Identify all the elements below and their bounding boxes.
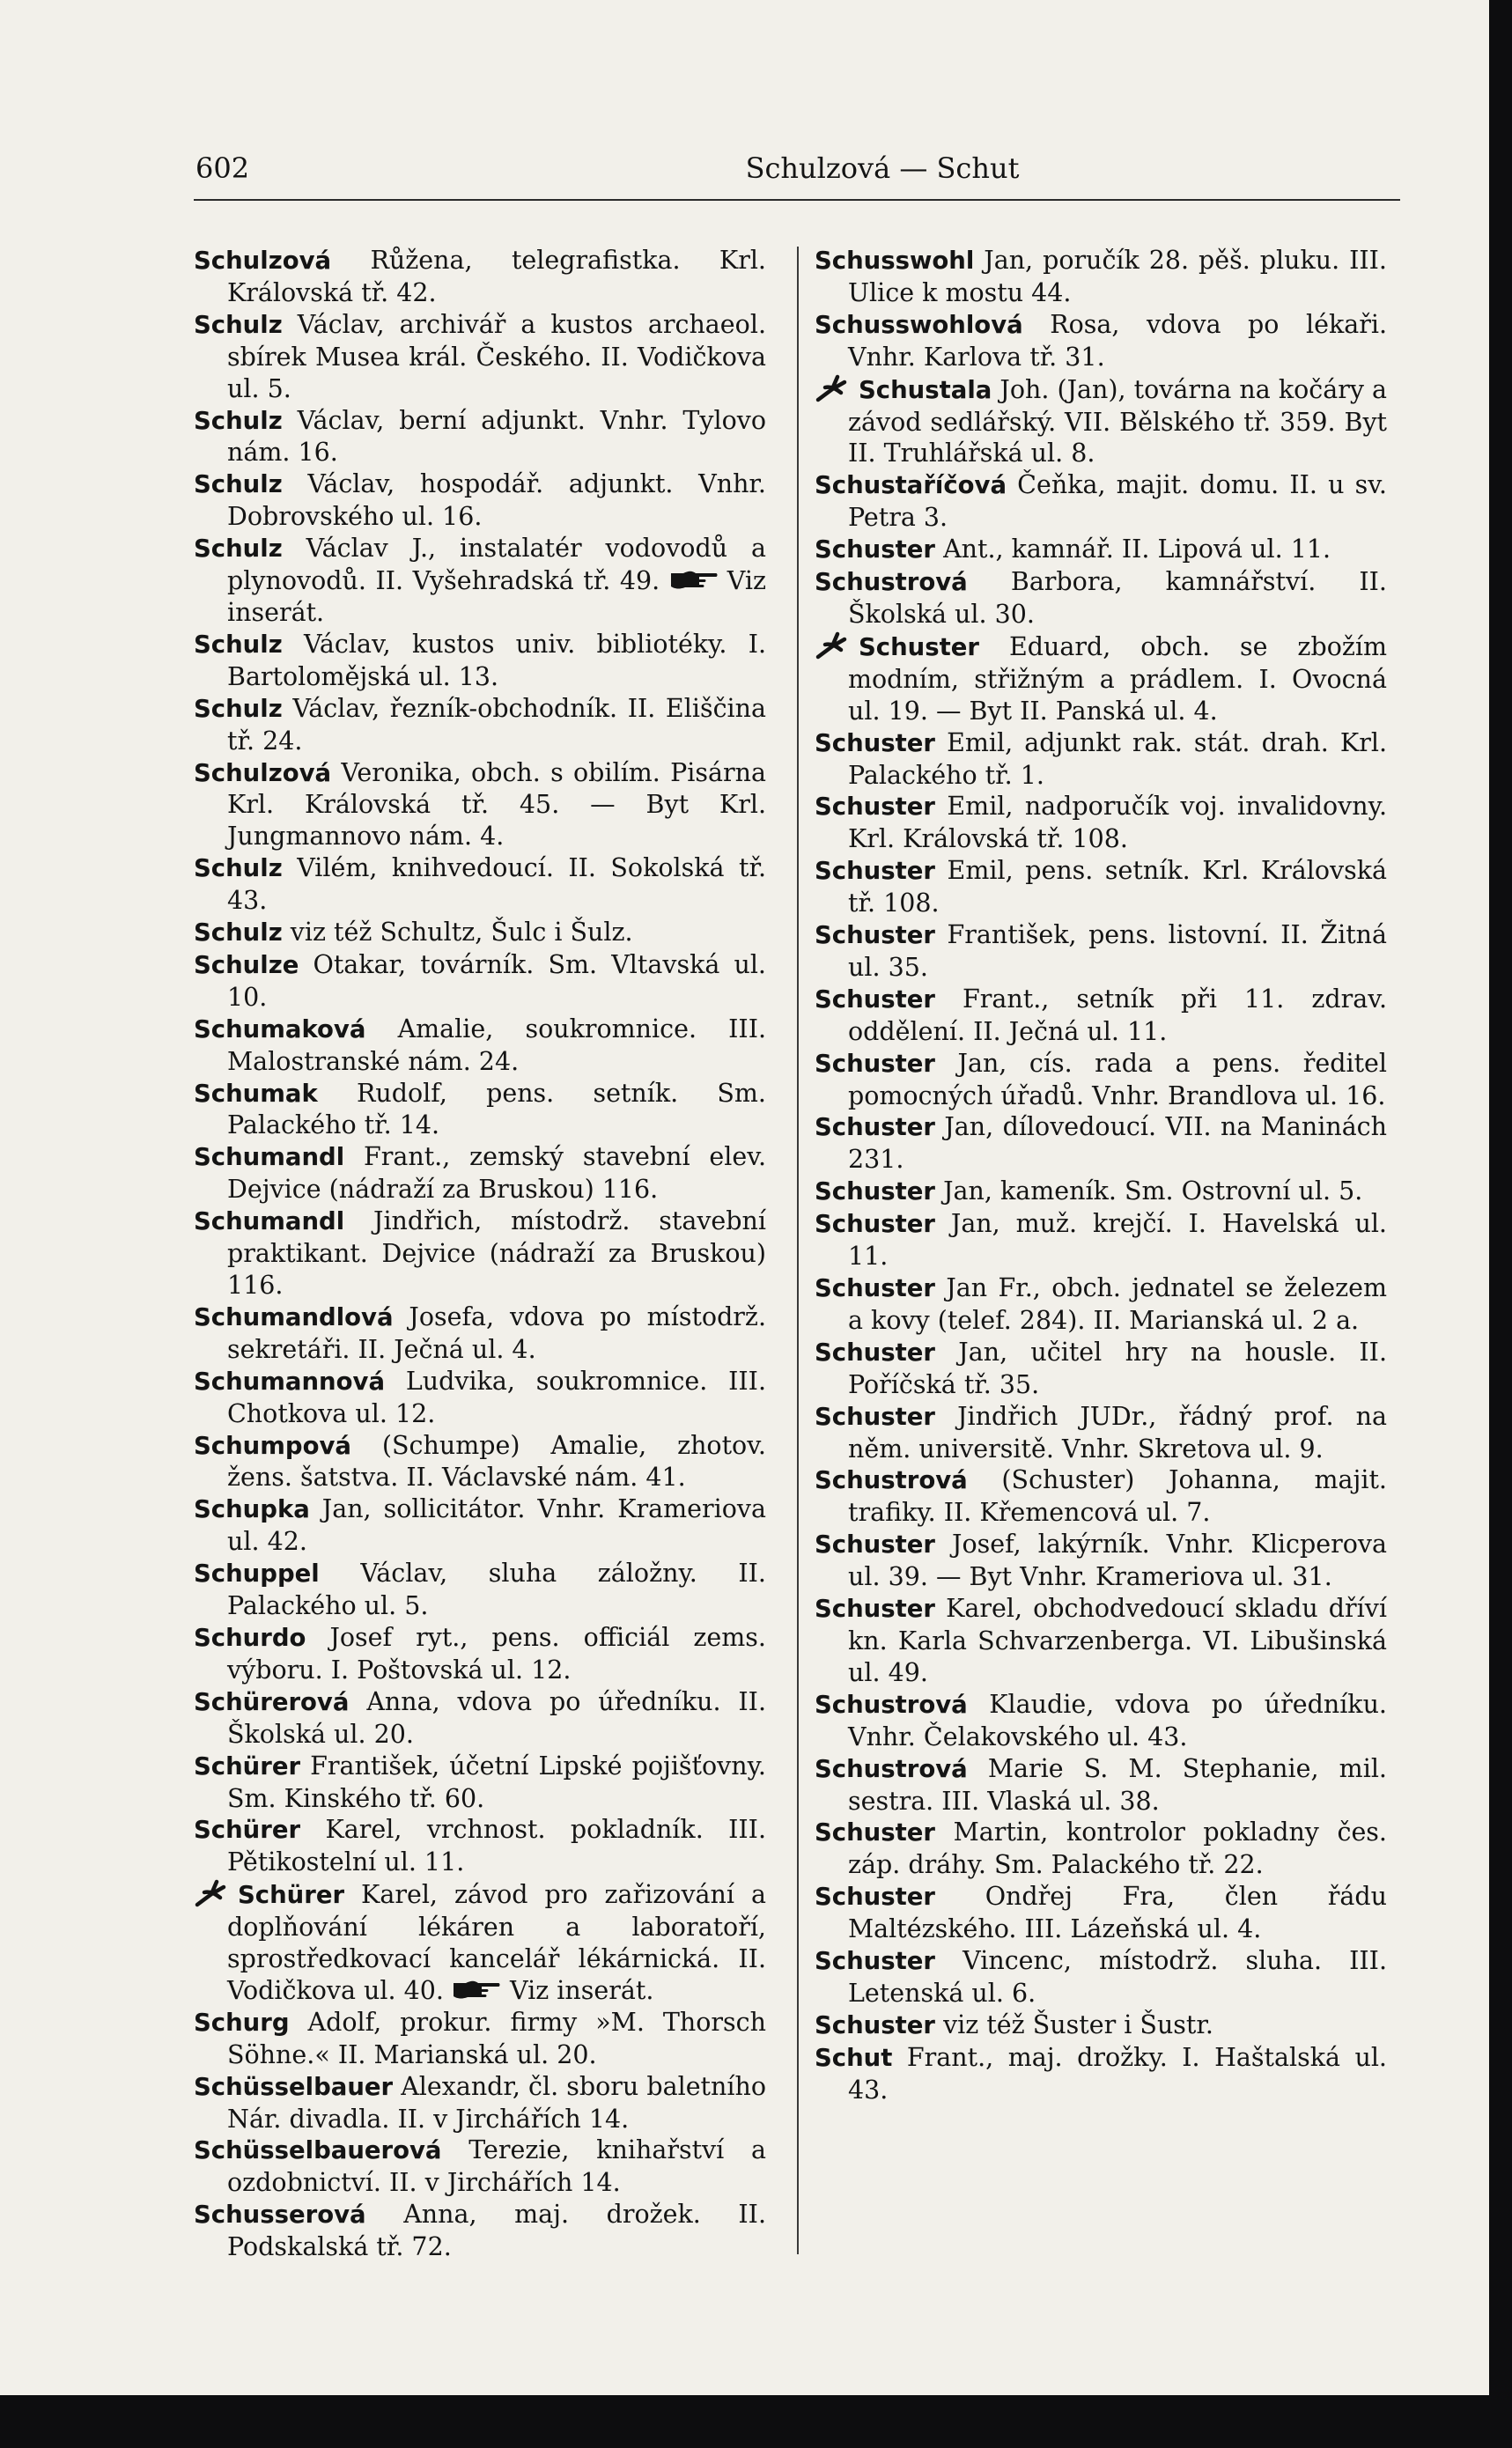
directory-entry xyxy=(815,984,1387,1048)
entry-surname: Schuster xyxy=(815,2010,935,2039)
page-header xyxy=(195,151,1398,195)
entry-details: Rudolf, pens. setník. Sm. Palackého tř. 14. xyxy=(227,1078,766,1140)
entry-surname: Schürer xyxy=(194,1816,301,1845)
entry-surname: Schuster xyxy=(815,984,935,1014)
entry-surname: Schulzová xyxy=(194,247,332,275)
entry-details: Emil, pens. setník. Krl. Královská tř. 108. xyxy=(848,856,1387,918)
entry-surname: Schut xyxy=(815,2043,893,2072)
entry-details: Jan, cís. rada a pens. ředitel pomocných úřadů. Vnhr. Brandlova ul. 16. xyxy=(848,1048,1388,1110)
entry-details: viz též Schultz, Šulc i Šulz. xyxy=(290,918,633,947)
entry-surname: Schuster xyxy=(859,632,979,661)
entry-surname: Schumpová xyxy=(194,1431,351,1460)
directory-entry xyxy=(194,629,766,693)
directory-entry xyxy=(815,309,1387,373)
entry-details: Václav, sluha záložny. II. Palackého ul. 5. xyxy=(227,1559,766,1621)
entry-details: Jindřich, místodrž. stavební praktikant. Dejvice (nádraží za Bruskou) 116. xyxy=(227,1206,767,1300)
entry-surname: Schurdo xyxy=(194,1623,306,1652)
entry-surname: Schüsselbauerová xyxy=(194,2136,442,2165)
entry-details: Jindřich JUDr., řádný prof. na něm. universitě. Vnhr. Skretova ul. 9. xyxy=(848,1401,1387,1464)
directory-entry xyxy=(815,791,1387,855)
directory-entry xyxy=(194,949,766,1014)
entry-surname: Schulz xyxy=(194,694,283,723)
entry-details: Karel, vrchnost. pokladník. III. Pětikostelní ul. 11. xyxy=(227,1815,766,1877)
directory-entry xyxy=(815,630,1387,727)
directory-entry xyxy=(815,1593,1387,1689)
directory-entry xyxy=(815,245,1387,309)
entry-details: Václav J., instalatér vodovodů a plynovodů. II. Vyšehradská tř. 49. xyxy=(227,534,767,596)
entry-details: Vilém, knihvedoucí. II. Sokolská tř. 43. xyxy=(227,853,766,916)
entry-surname: Schulz xyxy=(194,630,283,659)
directory-entry xyxy=(815,566,1387,630)
entry-surname: Schulzová xyxy=(194,758,332,787)
entry-details: Jan, sollicitátor. Vnhr. Krameriova ul. 42. xyxy=(227,1494,766,1557)
entry-details: (Schumpe) Amalie, zhotov. žens. šatstva. II. Václavské nám. 41. xyxy=(227,1430,766,1493)
entry-surname: Schuster xyxy=(815,857,935,886)
entry-surname: Schumandl xyxy=(194,1207,345,1236)
entry-details: Václav, hospodář. adjunkt. Vnhr. Dobrovského ul. 16. xyxy=(227,469,766,532)
entry-surname: Schustrová xyxy=(815,568,968,597)
entry-details: Emil, adjunkt rak. stát. drah. Krl. Palackého tř. 1. xyxy=(848,727,1388,790)
ornament-cross-icon xyxy=(194,1878,229,1908)
directory-entry xyxy=(194,1878,766,2007)
directory-entry xyxy=(194,1366,766,1430)
entry-details: Jan, poručík 28. pěš. pluku. III. Ulice k mostu 44. xyxy=(848,246,1387,307)
directory-entry xyxy=(194,917,766,949)
ornament-cross-icon xyxy=(815,373,850,403)
entry-details: Ant., kamnář. II. Lipová ul. 11. xyxy=(943,535,1331,564)
entry-surname: Schumaková xyxy=(194,1014,366,1043)
entry-details: Karel, závod pro zařizování a doplňování lékáren a laboratoří, sprostředkovací kancelář lékárnická. II. Vodičkova ul. 40. xyxy=(227,1880,766,2005)
entry-surname: Schumannová xyxy=(194,1367,386,1396)
entry-surname: Schuster xyxy=(815,1113,935,1142)
entry-details: Václav, kustos univ. bibliotéky. I. Bartolomějská ul. 13. xyxy=(227,629,767,691)
entry-details: Václav, řezník-obchodník. II. Eliščina tř. 24. xyxy=(227,693,767,756)
entry-details: Marie S. M. Stephanie, mil. sestra. III. Vlaská ul. 38. xyxy=(848,1753,1387,1816)
directory-entry xyxy=(194,1814,766,1878)
entry-surname: Schuster xyxy=(815,1210,935,1239)
entry-surname: Schürer xyxy=(238,1881,345,1910)
right-column xyxy=(815,245,1387,2106)
entry-surname: Schulz xyxy=(194,406,283,435)
entry-details: Karel, obchodvedoucí skladu dříví kn. Karla Schvarzenberga. VI. Libušinská ul. 49. xyxy=(848,1594,1387,1687)
entry-reference: Viz inserát. xyxy=(227,566,767,627)
directory-entry xyxy=(815,1176,1387,1208)
entry-details: Václav, archivář a kustos archaeol. sbírek Musea král. Českého. II. Vodičkova ul. 5. xyxy=(227,309,767,403)
entry-surname: Schulz xyxy=(194,310,283,339)
entry-surname: Schürerová xyxy=(194,1687,350,1716)
directory-entry xyxy=(194,2135,766,2199)
directory-entry xyxy=(815,1401,1387,1465)
directory-entry xyxy=(815,469,1387,534)
directory-entry xyxy=(194,1622,766,1686)
page-number: 602 xyxy=(195,151,250,185)
directory-entry xyxy=(815,1753,1387,1818)
entry-details: Klaudie, vdova po úředníku. Vnhr. Čelakovského ul. 43. xyxy=(848,1689,1387,1751)
directory-entry xyxy=(815,1337,1387,1401)
entry-surname: Schuster xyxy=(815,535,935,564)
header-rule xyxy=(194,199,1400,201)
entry-details: (Schuster) Johanna, majit. trafiky. II. Křemencová ul. 7. xyxy=(848,1465,1387,1528)
entry-surname: Schuster xyxy=(815,1274,935,1302)
entry-details: Jan, učitel hry na housle. II. Poříčská tř. 35. xyxy=(848,1337,1387,1399)
entry-details: Růžena, telegrafistka. Krl. Královská tř. 42. xyxy=(227,246,766,307)
entry-surname: Schuster xyxy=(815,921,935,950)
directory-entry xyxy=(815,1208,1387,1272)
entry-surname: Schuppel xyxy=(194,1559,320,1589)
entry-surname: Schustrová xyxy=(815,1466,968,1495)
entry-details: Barbora, kamnářství. II. Školská ul. 30. xyxy=(848,567,1387,629)
directory-entry xyxy=(815,534,1387,566)
entry-details: Frant., maj. drožky. I. Haštalská ul. 43. xyxy=(848,2042,1387,2105)
entry-details: Emil, nadporučík voj. invalidovny. Krl. Královská tř. 108. xyxy=(848,792,1388,854)
entry-surname: Schustrová xyxy=(815,1690,968,1719)
entry-details: Rosa, vdova po lékaři. Vnhr. Karlova tř. 31. xyxy=(848,309,1387,372)
entry-details: Ludvika, soukromnice. III. Chotkova ul. 12. xyxy=(227,1366,766,1428)
entry-details: Frant., zemský stavební elev. Dejvice (nádraží za Bruskou) 116. xyxy=(227,1142,766,1205)
directory-entry xyxy=(194,1301,766,1366)
entry-details: Eduard, obch. se zbožím modním, střižným a prádlem. I. Ovocná ul. 19. — Byt II. Panská ul. 4. xyxy=(848,631,1388,726)
directory-entry xyxy=(815,1945,1387,2009)
directory-entry xyxy=(815,1272,1387,1337)
entry-surname: Schuster xyxy=(815,1338,935,1367)
directory-entry xyxy=(815,1881,1387,1945)
directory-entry xyxy=(194,1493,766,1558)
entry-details: Adolf, prokur. firmy »M. Thorsch Söhne.« II. Marianská ul. 20. xyxy=(227,2007,766,2069)
directory-entry xyxy=(815,1689,1387,1753)
entry-surname: Schulze xyxy=(194,950,299,979)
entry-surname: Schustaříčová xyxy=(815,471,1007,500)
directory-entry xyxy=(815,919,1387,984)
directory-entry xyxy=(815,373,1387,470)
directory-entry xyxy=(815,2009,1387,2042)
entry-details: Terezie, knihařství a ozdobnictví. II. v Jirchářích 14. xyxy=(227,2135,766,2198)
entry-details: František, pens. listovní. II. Žitná ul. 35. xyxy=(848,920,1387,982)
running-head: Schulzová — Schut xyxy=(745,151,1020,185)
entry-surname: Schumandl xyxy=(194,1143,345,1172)
directory-entry xyxy=(194,2071,766,2135)
directory-entry xyxy=(194,468,766,533)
directory-entry xyxy=(815,855,1387,919)
entry-surname: Schuster xyxy=(815,1049,935,1078)
directory-entry xyxy=(194,405,766,469)
directory-entry xyxy=(194,1078,766,1142)
directory-entry xyxy=(194,309,766,405)
directory-entry xyxy=(194,2007,766,2071)
entry-surname: Schulz xyxy=(194,854,283,883)
directory-entry xyxy=(194,533,766,629)
directory-entry xyxy=(815,1464,1387,1529)
pointing-hand-icon xyxy=(669,569,719,592)
directory-entry xyxy=(194,852,766,917)
directory-entry xyxy=(815,1048,1387,1112)
entry-details: Martin, kontrolor pokladny čes. záp. dráhy. Sm. Palackého tř. 22. xyxy=(848,1818,1387,1880)
entry-surname: Schuster xyxy=(815,1402,935,1431)
left-column xyxy=(194,245,766,2263)
entry-details: František, účetní Lipské pojišťovny. Sm. Kinského tř. 60. xyxy=(227,1751,766,1813)
entry-details: Frant., setník při 11. zdrav. oddělení. II. Ječná ul. 11. xyxy=(848,984,1388,1046)
pointing-hand-icon xyxy=(452,1979,501,2002)
directory-entry xyxy=(194,245,766,309)
entry-surname: Schuster xyxy=(815,793,935,822)
directory-entry xyxy=(194,1430,766,1494)
entry-surname: Schumak xyxy=(194,1079,318,1108)
entry-surname: Schusswohlová xyxy=(815,310,1023,339)
entry-surname: Schuster xyxy=(815,728,935,757)
directory-entry xyxy=(194,757,766,853)
entry-surname: Schuster xyxy=(815,1947,935,1976)
directory-entry xyxy=(194,1751,766,1815)
entry-surname: Schustrová xyxy=(815,1754,968,1783)
entry-details: Jan, dílovedoucí. VII. na Maninách 231. xyxy=(848,1112,1387,1175)
entry-details: Anna, vdova po úředníku. II. Školská ul. 20. xyxy=(227,1686,766,1749)
entry-details: Amalie, soukromnice. III. Malostranské nám. 24. xyxy=(227,1014,767,1076)
entry-surname: Schürer xyxy=(194,1751,301,1781)
entry-surname: Schuster xyxy=(815,1530,935,1559)
entry-details: viz též Šuster i Šustr. xyxy=(943,2009,1213,2039)
entry-details: Ondřej Fra, člen řádu Maltézského. III. Lázeňská ul. 4. xyxy=(848,1882,1387,1944)
directory-entry xyxy=(194,1206,766,1301)
entry-surname: Schulz xyxy=(194,918,283,947)
entry-details: Jan, muž. krejčí. I. Havelská ul. 11. xyxy=(848,1209,1387,1272)
directory-entry xyxy=(815,1817,1387,1881)
entry-details: Anna, maj. drožek. II. Podskalská tř. 72. xyxy=(227,2200,767,2262)
entry-surname: Schuster xyxy=(815,1818,935,1847)
entry-surname: Schulz xyxy=(194,535,283,564)
entry-surname: Schuster xyxy=(815,1595,935,1624)
entry-surname: Schuster xyxy=(815,1883,935,1912)
entry-details: Čeňka, majit. domu. II. u sv. Petra 3. xyxy=(848,470,1387,533)
entry-surname: Schurg xyxy=(194,2008,290,2037)
entry-surname: Schumandlová xyxy=(194,1302,394,1331)
entry-details: Veronika, obch. s obilím. Pisárna Krl. Královská tř. 45. — Byt Krl. Jungmannovo nám. 4. xyxy=(227,757,766,852)
entry-details: Josefa, vdova po místodrž. sekretáři. II. Ječná ul. 4. xyxy=(227,1301,767,1364)
entry-surname: Schusserová xyxy=(194,2201,366,2230)
entry-details: Otakar, továrník. Sm. Vltavská ul. 10. xyxy=(227,949,766,1012)
directory-entry xyxy=(194,693,766,757)
ornament-cross-icon xyxy=(815,630,850,660)
entry-surname: Schüsselbauer xyxy=(194,2072,394,2101)
entry-details: Vincenc, místodrž. sluha. III. Letenská ul. 6. xyxy=(848,1946,1388,2008)
directory-entry xyxy=(194,1014,766,1078)
entry-surname: Schupka xyxy=(194,1495,310,1524)
entry-reference: Viz inserát. xyxy=(510,1975,654,2005)
directory-entry xyxy=(815,727,1387,792)
directory-entry xyxy=(815,2042,1387,2106)
directory-entry xyxy=(815,1529,1387,1593)
entry-details: Jan, kameník. Sm. Ostrovní ul. 5. xyxy=(943,1176,1363,1206)
entry-surname: Schustala xyxy=(859,375,992,404)
entry-details: Jan Fr., obch. jednatel se železem a kovy (telef. 284). II. Marianská ul. 2 a. xyxy=(848,1273,1387,1335)
entry-details: Josef ryt., pens. officiál zems. výboru. I. Poštovská ul. 12. xyxy=(227,1622,766,1685)
directory-entry xyxy=(194,1141,766,1206)
entry-details: Václav, berní adjunkt. Vnhr. Tylovo nám. 16. xyxy=(227,405,767,468)
entry-details: Alexandr, čl. sboru baletního Nár. divadla. II. v Jirchářích 14. xyxy=(227,2071,766,2134)
directory-entry xyxy=(194,1686,766,1751)
directory-entry xyxy=(815,1111,1387,1176)
directory-entry xyxy=(194,1558,766,1622)
entry-surname: Schusswohl xyxy=(815,247,975,275)
entry-details: Joh. (Jan), továrna na kočáry a závod sedlářský. VII. Bělského tř. 359. Byt II. Truhlářská ul. 8. xyxy=(848,374,1388,468)
column-divider xyxy=(797,247,799,2254)
entry-details: Josef, lakýrník. Vnhr. Klicperova ul. 39. — Byt Vnhr. Krameriova ul. 31. xyxy=(848,1530,1387,1592)
entry-surname: Schulz xyxy=(194,470,283,499)
entry-surname: Schuster xyxy=(815,1177,935,1206)
directory-entry xyxy=(194,2199,766,2263)
